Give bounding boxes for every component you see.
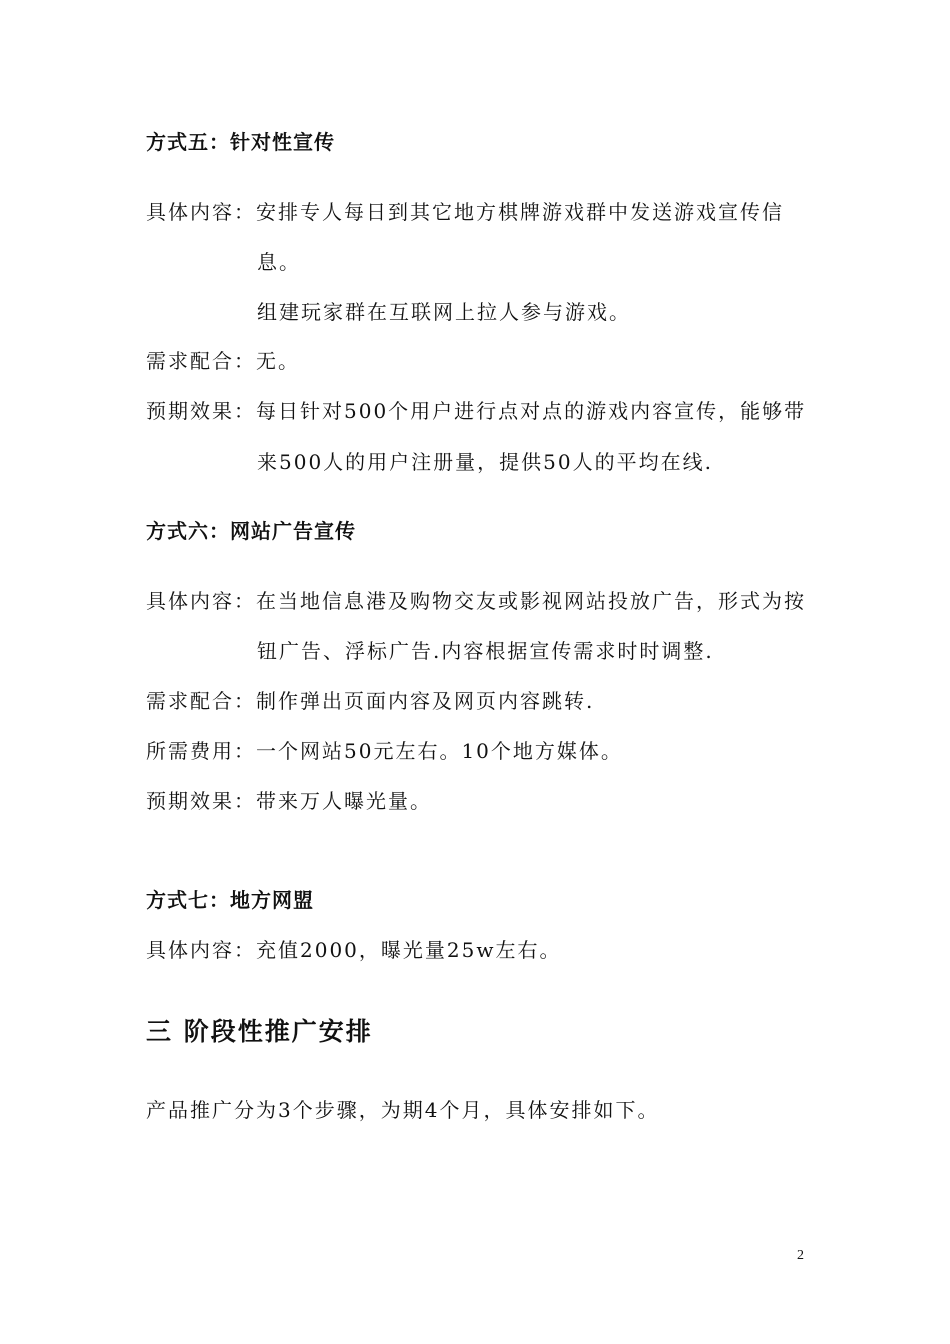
section5-effect-line1: 预期效果：每日针对500个用户进行点对点的游戏内容宣传，能够带 (146, 399, 807, 423)
section6-requirement: 需求配合：制作弹出页面内容及网页内容跳转. (146, 689, 595, 713)
section6-cost: 所需费用：一个网站50元左右。10个地方媒体。 (146, 739, 623, 763)
section5-effect-line2: 来500人的用户注册量，提供50人的平均在线. (257, 450, 713, 474)
page-number: 2 (797, 1248, 804, 1263)
section6-content-line1: 具体内容：在当地信息港及购物交友或影视网站投放广告，形式为按 (146, 589, 806, 613)
section5-content-line2: 息。 (257, 250, 301, 274)
section-heading-6: 方式六：网站广告宣传 (146, 519, 356, 543)
section5-content-line3: 组建玩家群在互联网上拉人参与游戏。 (257, 300, 631, 324)
section-heading-7: 方式七：地方网盟 (146, 888, 314, 912)
section6-effect: 预期效果：带来万人曝光量。 (146, 789, 432, 813)
section5-requirement: 需求配合：无。 (146, 349, 300, 373)
chapter-intro: 产品推广分为3个步骤，为期4个月，具体安排如下。 (146, 1098, 660, 1122)
section7-content: 具体内容：充值2000，曝光量25w左右。 (146, 938, 562, 962)
section5-content-line1: 具体内容：安排专人每日到其它地方棋牌游戏群中发送游戏宣传信 (146, 200, 784, 224)
section-heading-5: 方式五：针对性宣传 (146, 130, 335, 154)
chapter-heading: 三 阶段性推广安排 (146, 1017, 373, 1046)
section6-content-line2: 钮广告、浮标广告.内容根据宣传需求时时调整. (257, 639, 714, 663)
